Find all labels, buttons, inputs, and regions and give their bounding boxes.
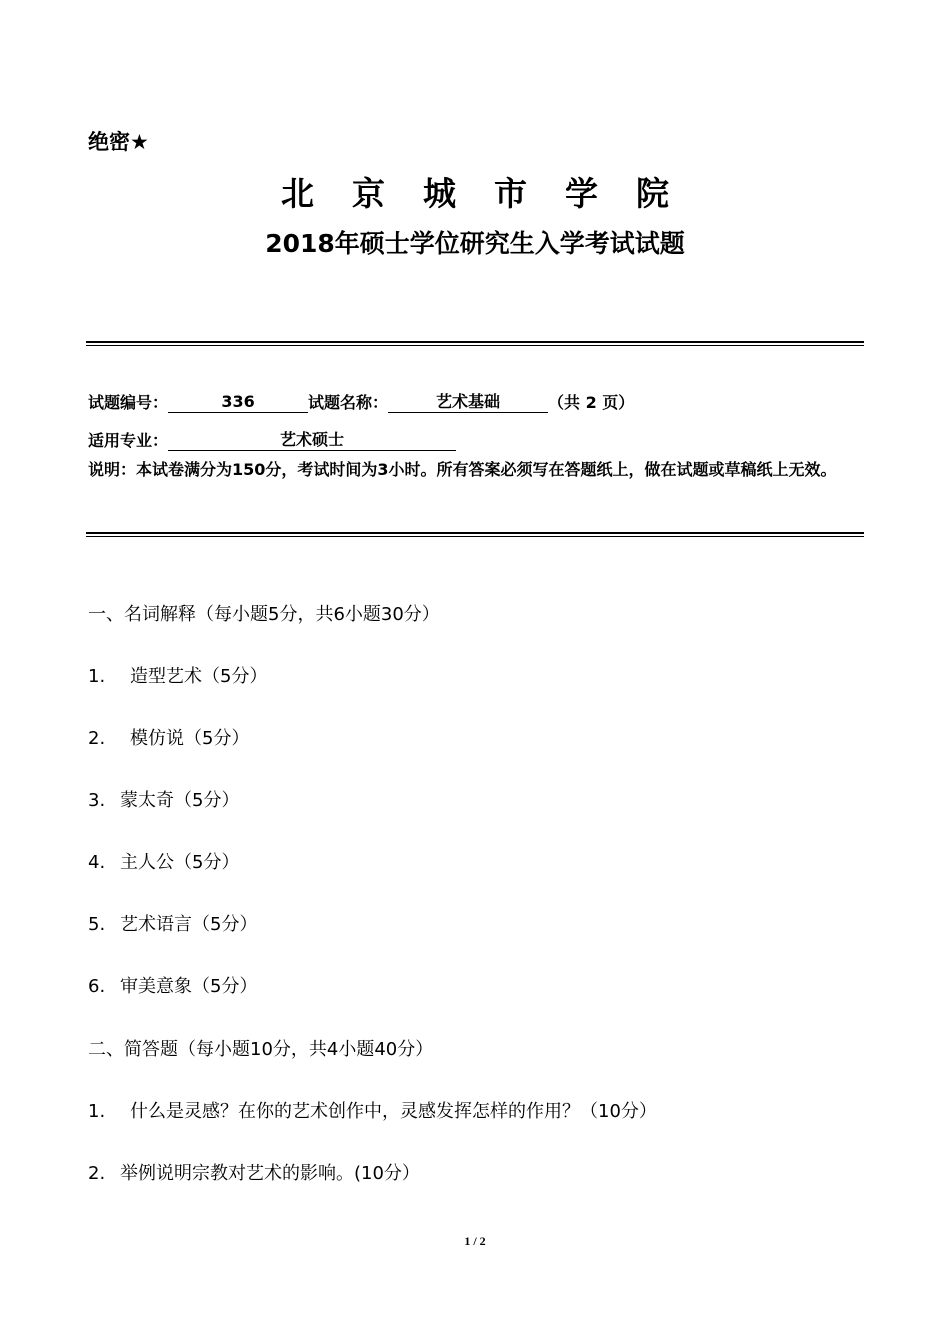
- major-row: [88, 428, 456, 451]
- question-number: 4.: [88, 852, 106, 873]
- code-label: 试题编号：: [88, 393, 169, 412]
- question-text: 举例说明宗教对艺术的影响。(10分）: [120, 1163, 420, 1184]
- major-value: 艺术硕士: [168, 430, 456, 451]
- question-number: 3.: [88, 790, 106, 811]
- question-text: 造型艺术（5分）: [130, 666, 268, 687]
- exam-title: 2018年硕士学位研究生入学考试试题: [265, 229, 685, 258]
- question-text: 蒙太奇（5分）: [120, 790, 240, 811]
- question-number: 1.: [88, 1101, 106, 1122]
- top-divider: [86, 341, 864, 343]
- secret-label: 绝密★: [88, 130, 149, 154]
- question-number: 6.: [88, 976, 106, 997]
- page-indicator: 1 / 2: [464, 1234, 486, 1248]
- section-title: 一、名词解释（每小题5分，共6小题30分）: [88, 604, 440, 625]
- question-text: 审美意象（5分）: [120, 976, 258, 997]
- exam-info-row: [88, 390, 634, 413]
- exam-note: 说明：本试卷满分为150分，考试时间为3小时。所有答案必须写在答题纸上，做在试题或草稿纸上无效。: [88, 460, 837, 479]
- question-item: [88, 1097, 657, 1123]
- school-name: 北京城市学院: [281, 174, 707, 213]
- name-value: 艺术基础: [388, 392, 548, 413]
- bottom-divider: [86, 532, 864, 534]
- name-label: 试题名称：: [308, 393, 389, 412]
- question-item: [88, 724, 249, 750]
- question-text: 主人公（5分）: [120, 852, 240, 873]
- question-text: 艺术语言（5分）: [120, 914, 258, 935]
- question-text: 什么是灵感？在你的艺术创作中，灵感发挥怎样的作用？（10分）: [130, 1101, 657, 1122]
- question-number: 5.: [88, 914, 106, 935]
- question-text: 模仿说（5分）: [130, 728, 250, 749]
- major-label: 适用专业：: [88, 431, 169, 450]
- pages-text: （共 2 页）: [548, 393, 635, 412]
- question-number: 2.: [88, 728, 106, 749]
- question-item: [88, 910, 257, 936]
- question-item: [88, 848, 239, 874]
- question-item: [88, 662, 267, 688]
- question-item: [88, 1159, 420, 1185]
- question-number: 1.: [88, 666, 106, 687]
- code-value: 336: [168, 392, 308, 413]
- question-item: [88, 972, 257, 998]
- question-item: [88, 786, 239, 812]
- section-title: 二、简答题（每小题10分，共4小题40分）: [88, 1039, 434, 1060]
- question-number: 2.: [88, 1163, 106, 1184]
